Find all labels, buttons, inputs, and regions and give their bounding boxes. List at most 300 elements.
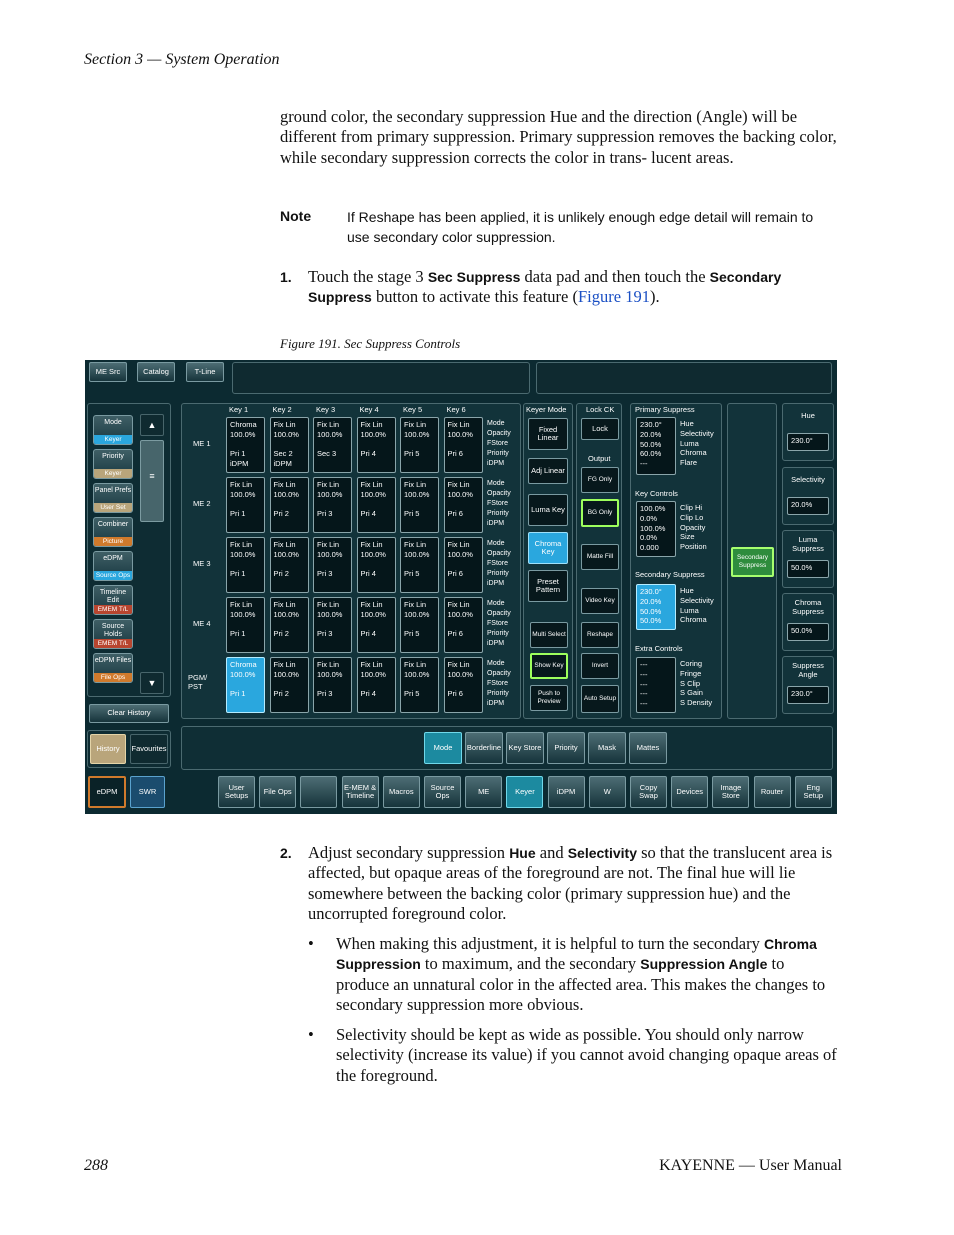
- key-mode-text: Fix Lin: [317, 540, 340, 549]
- key-data-pad[interactable]: [270, 597, 309, 653]
- left-nav-category: User Set: [94, 503, 132, 512]
- left-nav-item[interactable]: [93, 585, 133, 615]
- key-priority-text: Pri 4: [360, 689, 376, 698]
- key-opacity-text: 100.0%: [230, 549, 256, 559]
- lock-button[interactable]: Lock: [581, 418, 619, 440]
- param-value: 0.0%: [640, 533, 658, 543]
- bottom-tab[interactable]: Source Ops: [424, 776, 461, 808]
- param-value: 230.0°: [640, 420, 662, 429]
- key-data-pad[interactable]: [270, 417, 309, 473]
- mode-legend-item: FStore: [487, 680, 509, 687]
- key-data-pad[interactable]: [400, 417, 439, 473]
- key-opacity-text: 100.0%: [404, 549, 430, 559]
- step-text: data pad and then touch the: [520, 267, 710, 286]
- sub-tab[interactable]: Mattes: [629, 732, 667, 764]
- param-labels: [680, 419, 714, 468]
- key-priority-text: Pri 2: [273, 629, 289, 638]
- key-priority-text: Pri 5: [404, 449, 420, 458]
- key-priority-text: Pri 4: [360, 509, 376, 518]
- bottom-tab[interactable]: E-MEM & Timeline: [342, 776, 379, 808]
- key-priority-text: Pri 6: [447, 569, 463, 578]
- right-param-label: Suppress Angle: [792, 661, 824, 679]
- key-opacity-text: 100.0%: [230, 669, 256, 679]
- mode-legend-item: Mode: [487, 600, 505, 607]
- left-nav-item[interactable]: [93, 517, 133, 547]
- left-nav-category: EMEM T/L: [94, 605, 132, 614]
- step-text: Touch the stage 3: [308, 267, 428, 286]
- left-nav-label: Panel Prefs: [94, 487, 132, 494]
- param-value: 50.0%: [640, 439, 662, 449]
- swr-button[interactable]: SWR: [130, 776, 165, 808]
- key-priority-text: Pri 1: [230, 629, 246, 638]
- mode-legend-item: Opacity: [487, 670, 511, 677]
- key-mode-text: Fix Lin: [230, 600, 253, 609]
- key-data-pad[interactable]: [444, 597, 483, 653]
- key-opacity-text: 100.0%: [230, 609, 256, 619]
- param-label: Fringe: [680, 668, 702, 678]
- left-nav-label: eDPM Files: [94, 657, 132, 664]
- key-opacity-text: 100.0%: [447, 489, 473, 499]
- key-data-pad[interactable]: [444, 657, 483, 713]
- param-label: Clip Hi: [680, 503, 703, 512]
- bullet-dot: •: [308, 1025, 314, 1044]
- right-param-label: Hue: [801, 411, 815, 420]
- key-column-header: Key 5: [403, 405, 423, 414]
- step-text: so that the translucent area is affected, but opaque areas of the foreground are not. The final hue will lie somewhere between the backing color (primary suppression hue) and the uncorrupted foreground color.: [308, 843, 833, 923]
- key-mode-text: Fix Lin: [360, 540, 383, 549]
- key-column-header: Key 1: [229, 405, 249, 414]
- param-label: Flare: [680, 458, 698, 468]
- bullet-1: [308, 934, 840, 1015]
- mode-legend-item: FStore: [487, 560, 509, 567]
- tab-me-src[interactable]: ME Src: [89, 362, 127, 382]
- left-nav-category: Source Ops: [95, 572, 131, 579]
- key-data-pad[interactable]: [313, 597, 352, 653]
- bottom-tab[interactable]: Image Store: [712, 776, 749, 808]
- clear-history-button[interactable]: Clear History: [89, 704, 169, 723]
- key-opacity-text: 100.0%: [404, 669, 430, 679]
- key-opacity-text: 100.0%: [273, 549, 299, 559]
- keyer-mode-button[interactable]: Fixed Linear: [528, 418, 568, 450]
- control-button[interactable]: Push to Preview: [530, 685, 568, 711]
- param-label: Selectivity: [680, 595, 714, 605]
- bullet-text: to produce an unnatural color in the affected area. This makes the changes to secondary suppression more obvious.: [336, 954, 826, 1014]
- key-opacity-text: 100.0%: [360, 669, 386, 679]
- key-priority-text: Pri 2: [273, 569, 289, 578]
- mode-legend: [487, 659, 511, 709]
- param-label: Size: [680, 532, 695, 542]
- param-labels: [680, 503, 707, 552]
- key-data-pad[interactable]: [226, 477, 265, 533]
- bottom-tab[interactable]: Keyer: [506, 776, 543, 808]
- bullet-text: to maximum, and the secondary: [420, 954, 641, 974]
- param-group-title: Key Controls: [635, 489, 678, 498]
- param-label: S Density: [680, 698, 713, 708]
- me-row-label: ME 4: [193, 619, 211, 628]
- key-mode-text: Fix Lin: [404, 540, 427, 549]
- bottom-tab[interactable]: ME: [465, 776, 502, 808]
- param-label: Hue: [680, 419, 694, 428]
- param-labels: [680, 659, 712, 708]
- param-values-pad[interactable]: [636, 417, 676, 475]
- key-data-pad[interactable]: [226, 597, 265, 653]
- key-data-pad[interactable]: [270, 657, 309, 713]
- param-label: Opacity: [680, 522, 706, 532]
- mode-legend-item: FStore: [487, 620, 509, 627]
- scroll-down-button[interactable]: ▼: [140, 672, 164, 694]
- mode-legend-item: Opacity: [487, 490, 511, 497]
- key-priority-text: Pri 1: [230, 449, 246, 458]
- param-values-pad[interactable]: [636, 501, 676, 557]
- secondary-suppress-button[interactable]: Secondary Suppress: [731, 547, 774, 577]
- param-values-pad[interactable]: [636, 584, 676, 630]
- mode-legend-item: FStore: [487, 440, 509, 447]
- page-number: 288: [84, 1157, 108, 1174]
- key-mode-text: Fix Lin: [317, 660, 340, 669]
- key-mode-text: Fix Lin: [360, 420, 383, 429]
- key-opacity-text: 100.0%: [273, 669, 299, 679]
- key-mode-text: Fix Lin: [360, 480, 383, 489]
- key-data-pad[interactable]: [313, 417, 352, 473]
- right-param-value[interactable]: 230.0°: [787, 433, 829, 451]
- sec-suppress-screenshot: [85, 360, 837, 814]
- left-nav-label: Mode: [104, 419, 122, 426]
- bottom-tab[interactable]: W: [589, 776, 626, 808]
- param-label: S Clip: [680, 678, 701, 688]
- key-priority-text: Pri 2: [273, 509, 289, 518]
- key-data-pad[interactable]: [400, 537, 439, 593]
- key-mode-text: Fix Lin: [360, 660, 383, 669]
- key-data-pad[interactable]: [313, 537, 352, 593]
- key-priority-text: Pri 1: [230, 509, 246, 518]
- scroll-up-button[interactable]: ▲: [140, 414, 164, 436]
- key-priority-text: Pri 2: [273, 689, 289, 698]
- key-opacity-text: 100.0%: [273, 429, 299, 439]
- me-row-label: ME 3: [193, 559, 211, 568]
- sub-tab[interactable]: Mask: [588, 732, 626, 764]
- key-mode-text: Fix Lin: [317, 480, 340, 489]
- key-data-pad[interactable]: [444, 537, 483, 593]
- keyword: Chroma Suppression: [336, 936, 817, 973]
- right-param-value[interactable]: 20.0%: [787, 497, 829, 515]
- sub-tab[interactable]: Borderline: [465, 732, 503, 764]
- key-data-pad[interactable]: [400, 477, 439, 533]
- key-data-pad[interactable]: [270, 537, 309, 593]
- key-priority-text: Pri 1: [230, 689, 246, 698]
- left-nav-item[interactable]: [93, 619, 133, 649]
- key-mode-text: Fix Lin: [230, 480, 253, 489]
- key-mode-text: Fix Lin: [447, 420, 470, 429]
- keyer-mode-button[interactable]: Adj Linear: [528, 458, 568, 484]
- param-value: 100.0%: [640, 523, 666, 533]
- left-nav-item[interactable]: [93, 551, 133, 581]
- key-mode-text: Fix Lin: [404, 480, 427, 489]
- left-nav-label: Timeline Edit: [99, 589, 127, 604]
- param-group-title: Extra Controls: [635, 644, 683, 653]
- fg-only-button[interactable]: FG Only: [581, 467, 619, 493]
- mode-legend: [487, 479, 511, 529]
- param-value: ---: [640, 660, 648, 669]
- control-button[interactable]: Reshape: [581, 622, 619, 648]
- key-opacity-text: 100.0%: [317, 549, 343, 559]
- bullet-2: [308, 1025, 840, 1086]
- left-nav-item[interactable]: [93, 415, 133, 445]
- param-value: ---: [640, 669, 648, 679]
- bottom-tab[interactable]: File Ops: [259, 776, 296, 808]
- key-mode-text: Fix Lin: [447, 480, 470, 489]
- mode-legend-item: Opacity: [487, 430, 511, 437]
- key-mode-text: Fix Lin: [404, 600, 427, 609]
- mode-legend-item: Mode: [487, 540, 505, 547]
- key-data-pad[interactable]: [226, 537, 265, 593]
- key-opacity-text: 100.0%: [447, 609, 473, 619]
- me-row-label: ME 1: [193, 439, 211, 448]
- me-row-label: PGM/ PST: [188, 673, 208, 691]
- bg-only-button[interactable]: BG Only: [581, 499, 619, 527]
- mode-legend-item: Mode: [487, 660, 505, 667]
- param-value: 50.0%: [640, 616, 662, 626]
- param-label: Luma: [680, 605, 699, 615]
- key-opacity-text: 100.0%: [230, 489, 256, 499]
- left-nav-item[interactable]: [93, 653, 133, 683]
- key-data-pad[interactable]: [444, 417, 483, 473]
- key-data-pad[interactable]: [357, 597, 396, 653]
- favourites-tab[interactable]: Favourites: [130, 734, 168, 764]
- right-param-value[interactable]: 50.0%: [787, 623, 829, 641]
- keyword: Selectivity: [567, 845, 637, 861]
- key-priority-text: Pri 6: [447, 689, 463, 698]
- left-nav-item[interactable]: [93, 449, 133, 479]
- right-param-value[interactable]: 50.0%: [787, 560, 829, 578]
- key-data-pad[interactable]: [400, 657, 439, 713]
- mode-legend-item: Mode: [487, 420, 505, 427]
- key-mode-text: Fix Lin: [404, 420, 427, 429]
- key-mode-text: Fix Lin: [447, 540, 470, 549]
- key-opacity-text: 100.0%: [360, 429, 386, 439]
- tab-t-line[interactable]: T-Line: [186, 362, 224, 382]
- mode-legend-item: iDPM: [487, 580, 505, 587]
- param-value: ---: [640, 699, 648, 709]
- control-button[interactable]: Matte Fill: [581, 544, 619, 570]
- key-mode-text: Fix Lin: [447, 660, 470, 669]
- key-opacity-text: 100.0%: [230, 429, 256, 439]
- right-param-value[interactable]: 230.0°: [787, 686, 829, 704]
- key-priority-text: Pri 6: [447, 449, 463, 458]
- mode-legend-item: Mode: [487, 480, 505, 487]
- param-label: Position: [680, 542, 707, 552]
- key-priority-text: Pri 4: [360, 569, 376, 578]
- intro-paragraph: ground color, the secondary suppression Hue and the direction (Angle) will be different from primary suppression. Primary suppression removes the backing color, while secondary suppression corrects the color in trans- lucent areas.: [280, 107, 837, 167]
- key-opacity-text: 100.0%: [317, 489, 343, 499]
- key-priority-text: Pri 5: [404, 509, 420, 518]
- left-nav-category: Keyer: [94, 435, 132, 444]
- section-header: Section 3 — System Operation: [84, 51, 280, 68]
- keyer-mode-button[interactable]: Luma Key: [528, 494, 568, 526]
- key-mode-text: Chroma: [230, 660, 257, 669]
- key-priority-text: Pri 5: [404, 629, 420, 638]
- mode-legend-item: Priority: [487, 630, 509, 637]
- mode-legend-item: Opacity: [487, 550, 511, 557]
- mode-legend-item: Priority: [487, 510, 509, 517]
- key-opacity-text: 100.0%: [317, 669, 343, 679]
- key-data-pad[interactable]: [226, 657, 265, 713]
- step-2: [280, 843, 840, 924]
- param-label: Chroma: [680, 615, 707, 625]
- keyword: Hue: [509, 845, 536, 861]
- mode-legend-item: Priority: [487, 570, 509, 577]
- key-priority-text: Pri 5: [404, 569, 420, 578]
- key-data-pad[interactable]: [226, 417, 265, 473]
- control-button[interactable]: Invert: [581, 653, 619, 679]
- sub-tab[interactable]: Mode: [424, 732, 462, 764]
- key-data-pad[interactable]: [444, 477, 483, 533]
- key-priority-text: Pri 4: [360, 629, 376, 638]
- step-number: 1.: [280, 269, 292, 285]
- key-mode-text: Fix Lin: [360, 600, 383, 609]
- mode-legend-item: iDPM: [487, 520, 505, 527]
- bullet-text: When making this adjustment, it is helpful to turn the secondary: [336, 934, 765, 953]
- bullet-dot: •: [308, 934, 314, 953]
- param-values-pad[interactable]: [636, 657, 676, 713]
- figure-caption: Figure 191. Sec Suppress Controls: [280, 336, 461, 351]
- left-nav-item[interactable]: [93, 483, 133, 513]
- key-priority-text: Pri 6: [447, 629, 463, 638]
- param-value: 230.0°: [640, 587, 662, 596]
- bottom-tab[interactable]: [300, 776, 337, 808]
- param-value: 60.0%: [640, 449, 662, 459]
- key-opacity-text: 100.0%: [447, 429, 473, 439]
- key-opacity-text: 100.0%: [273, 609, 299, 619]
- mode-legend-item: iDPM: [487, 460, 505, 467]
- key-column-header: Key 4: [359, 405, 379, 414]
- mode-legend: [487, 419, 511, 469]
- history-tab[interactable]: History: [90, 734, 126, 764]
- bottom-tab[interactable]: Router: [754, 776, 791, 808]
- scrollbar-thumb[interactable]: ≡: [140, 440, 164, 522]
- bottom-tab[interactable]: iDPM: [548, 776, 585, 808]
- step-text: ).: [649, 287, 660, 307]
- key-data-pad[interactable]: [270, 477, 309, 533]
- param-label: Luma: [680, 438, 699, 448]
- key-opacity-text: 100.0%: [273, 489, 299, 499]
- left-nav-label: Combiner: [97, 521, 129, 528]
- step-text: and: [535, 843, 568, 862]
- lock-ck-title: Lock CK: [586, 405, 615, 414]
- bottom-tab[interactable]: User Setups: [218, 776, 255, 808]
- left-nav-category: Keyer: [94, 469, 132, 478]
- left-nav-category: EMEM T/L: [94, 639, 132, 648]
- keyer-mode-button[interactable]: Preset Pattern: [528, 570, 568, 602]
- param-labels: [680, 586, 714, 625]
- key-mode-text: Fix Lin: [447, 600, 470, 609]
- sub-tab[interactable]: Priority: [547, 732, 585, 764]
- key-data-pad[interactable]: [357, 657, 396, 713]
- key-opacity-text: 100.0%: [360, 489, 386, 499]
- sub-tab[interactable]: Key Store: [506, 732, 544, 764]
- mode-legend: [487, 599, 511, 649]
- key-opacity-text: 100.0%: [404, 489, 430, 499]
- key-opacity-text: 100.0%: [317, 429, 343, 439]
- key-mode-text: Chroma: [230, 420, 257, 429]
- key-data-pad[interactable]: [313, 657, 352, 713]
- key-mode-text: Fix Lin: [273, 660, 296, 669]
- left-nav-label: Source Holds: [101, 623, 125, 638]
- figure-link[interactable]: Figure 191: [578, 287, 650, 307]
- mode-legend-item: Opacity: [487, 610, 511, 617]
- key-mode-text: Fix Lin: [317, 600, 340, 609]
- left-nav-label: eDPM: [103, 555, 123, 562]
- key-mode-text: Fix Lin: [273, 420, 296, 429]
- key-mode-text: Fix Lin: [273, 600, 296, 609]
- param-value: 20.0%: [640, 429, 662, 439]
- control-button[interactable]: Auto Setup: [581, 685, 619, 713]
- param-label: Chroma: [680, 448, 707, 458]
- left-nav-category: File Ops: [94, 673, 132, 682]
- tab-catalog[interactable]: Catalog: [137, 362, 175, 382]
- key-mode-text: Fix Lin: [230, 540, 253, 549]
- right-param-label: Selectivity: [791, 475, 825, 484]
- edpm-button[interactable]: eDPM: [88, 776, 126, 808]
- mode-legend-item: iDPM: [487, 640, 505, 647]
- me-row-label: ME 2: [193, 499, 211, 508]
- key-priority-text: Sec 2: [273, 449, 293, 458]
- key-idpm-text: iDPM: [273, 458, 292, 468]
- key-data-pad[interactable]: [357, 537, 396, 593]
- param-label: Coring: [680, 659, 703, 668]
- key-idpm-text: iDPM: [230, 458, 249, 468]
- control-button[interactable]: Video Key: [581, 588, 619, 614]
- mode-legend-item: FStore: [487, 500, 509, 507]
- bottom-tab[interactable]: Devices: [671, 776, 708, 808]
- mode-legend-item: iDPM: [487, 700, 505, 707]
- bottom-tab[interactable]: Copy Swap: [630, 776, 667, 808]
- key-priority-text: Pri 3: [317, 629, 333, 638]
- key-opacity-text: 100.0%: [447, 669, 473, 679]
- key-opacity-text: 100.0%: [404, 429, 430, 439]
- param-label: S Gain: [680, 688, 703, 698]
- param-value: 0.000: [640, 543, 659, 553]
- key-opacity-text: 100.0%: [317, 609, 343, 619]
- keyword: Secondary Suppress: [308, 269, 782, 306]
- key-priority-text: Pri 4: [360, 449, 376, 458]
- key-data-pad[interactable]: [313, 477, 352, 533]
- param-value: 0.0%: [640, 513, 658, 523]
- key-data-pad[interactable]: [400, 597, 439, 653]
- key-priority-text: Sec 3: [317, 449, 337, 458]
- left-nav-category: Picture: [94, 537, 132, 546]
- bottom-tab[interactable]: Eng Setup: [795, 776, 832, 808]
- control-button[interactable]: Show Key: [530, 653, 568, 679]
- param-value: ---: [640, 679, 648, 689]
- left-nav-label: Priority: [102, 453, 124, 460]
- bottom-tab[interactable]: Macros: [383, 776, 420, 808]
- param-group-title: Primary Suppress: [635, 405, 695, 414]
- key-data-pad[interactable]: [357, 477, 396, 533]
- control-button[interactable]: Multi Select: [530, 622, 568, 648]
- keyer-mode-title: Keyer Mode: [526, 405, 567, 414]
- key-mode-text: Fix Lin: [317, 420, 340, 429]
- key-priority-text: Pri 3: [317, 569, 333, 578]
- keyer-mode-button[interactable]: Chroma Key: [528, 532, 568, 564]
- key-opacity-text: 100.0%: [447, 549, 473, 559]
- key-priority-text: Pri 3: [317, 689, 333, 698]
- key-priority-text: Pri 1: [230, 569, 246, 578]
- key-column-header: Key 3: [316, 405, 336, 414]
- param-label: Hue: [680, 586, 694, 595]
- key-opacity-text: 100.0%: [360, 609, 386, 619]
- key-data-pad[interactable]: [357, 417, 396, 473]
- key-opacity-text: 100.0%: [360, 549, 386, 559]
